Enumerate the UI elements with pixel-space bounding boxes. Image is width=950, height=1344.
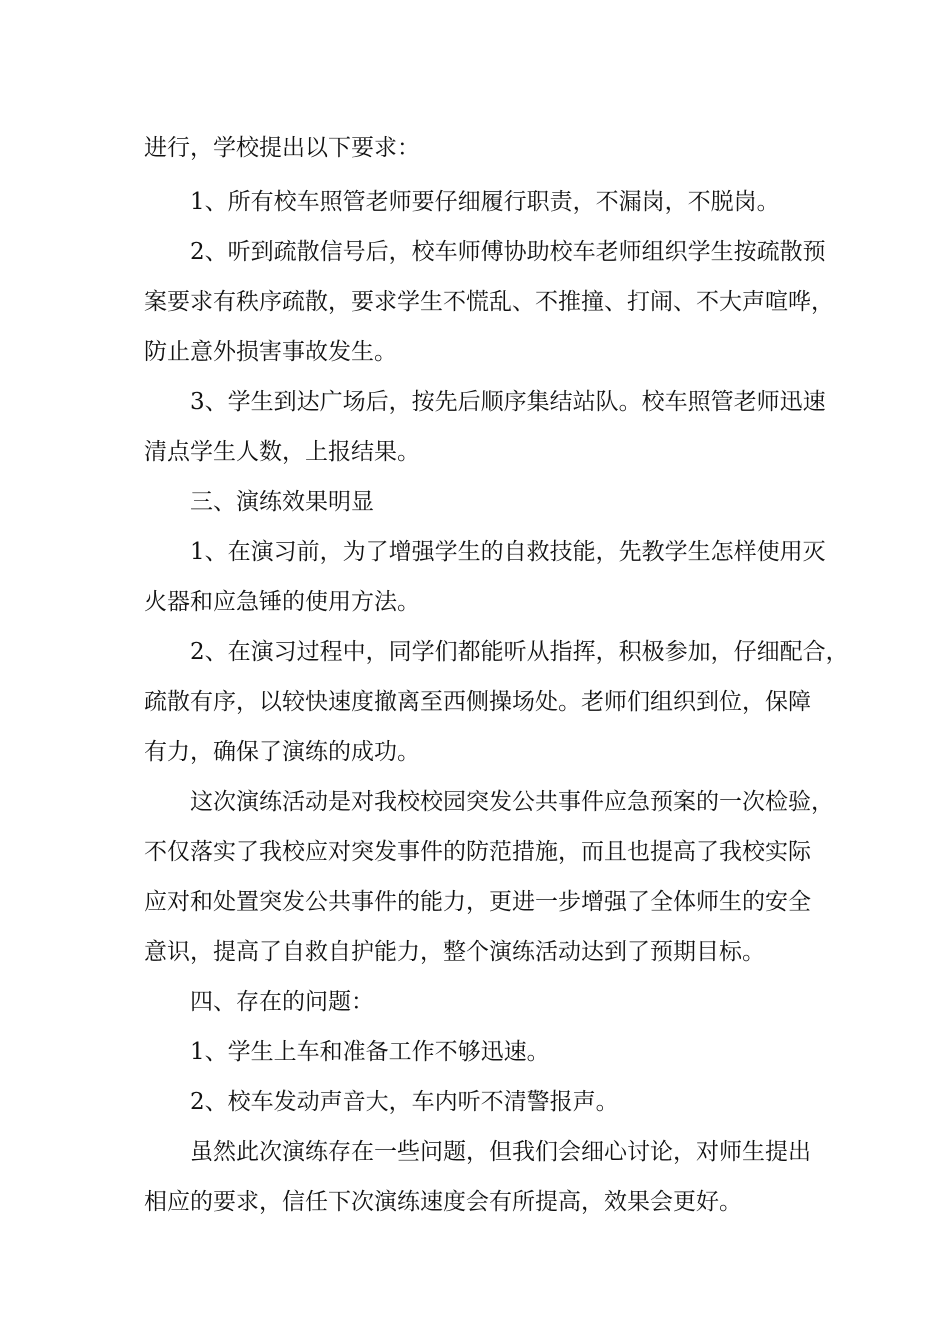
text-line: 清点学生人数，上报结果。 xyxy=(144,439,420,465)
text-line: 1、所有校车照管老师要仔细履行职责，不漏岗，不脱岗。 xyxy=(190,189,780,215)
text-line: 2、校车发动声音大，车内听不清警报声。 xyxy=(190,1089,619,1115)
text-line: 进行，学校提出以下要求： xyxy=(144,135,420,161)
text-line: 相应的要求，信任下次演练速度会有所提高，效果会更好。 xyxy=(144,1189,742,1215)
text-line: 2、听到疏散信号后，校车师傅协助校车老师组织学生按疏散预 xyxy=(190,239,826,265)
text-line: 防止意外损害事故发生。 xyxy=(144,339,397,365)
section-heading: 四、存在的问题： xyxy=(190,989,374,1015)
text-line: 这次演练活动是对我校校园突发公共事件应急预案的一次检验， xyxy=(190,789,834,815)
text-line: 有力，确保了演练的成功。 xyxy=(144,739,420,765)
text-line: 案要求有秩序疏散，要求学生不慌乱、不推撞、打闹、不大声喧哗， xyxy=(144,289,834,315)
text-line: 意识，提高了自救自护能力，整个演练活动达到了预期目标。 xyxy=(144,939,765,965)
text-line: 火器和应急锤的使用方法。 xyxy=(144,589,420,615)
text-line: 疏散有序，以较快速度撤离至西侧操场处。老师们组织到位，保障 xyxy=(144,689,811,715)
text-line: 2、在演习过程中，同学们都能听从指挥，积极参加，仔细配合， xyxy=(190,639,849,665)
text-line: 应对和处置突发公共事件的能力，更进一步增强了全体师生的安全 xyxy=(144,889,811,915)
text-line: 1、学生上车和准备工作不够迅速。 xyxy=(190,1039,550,1065)
text-line: 1、在演习前，为了增强学生的自救技能，先教学生怎样使用灭 xyxy=(190,539,826,565)
text-line: 虽然此次演练存在一些问题，但我们会细心讨论，对师生提出 xyxy=(190,1139,811,1165)
text-line: 不仅落实了我校应对突发事件的防范措施，而且也提高了我校实际 xyxy=(144,839,811,865)
section-heading: 三、演练效果明显 xyxy=(190,489,374,515)
text-line: 3、学生到达广场后，按先后顺序集结站队。校车照管老师迅速 xyxy=(190,389,826,415)
